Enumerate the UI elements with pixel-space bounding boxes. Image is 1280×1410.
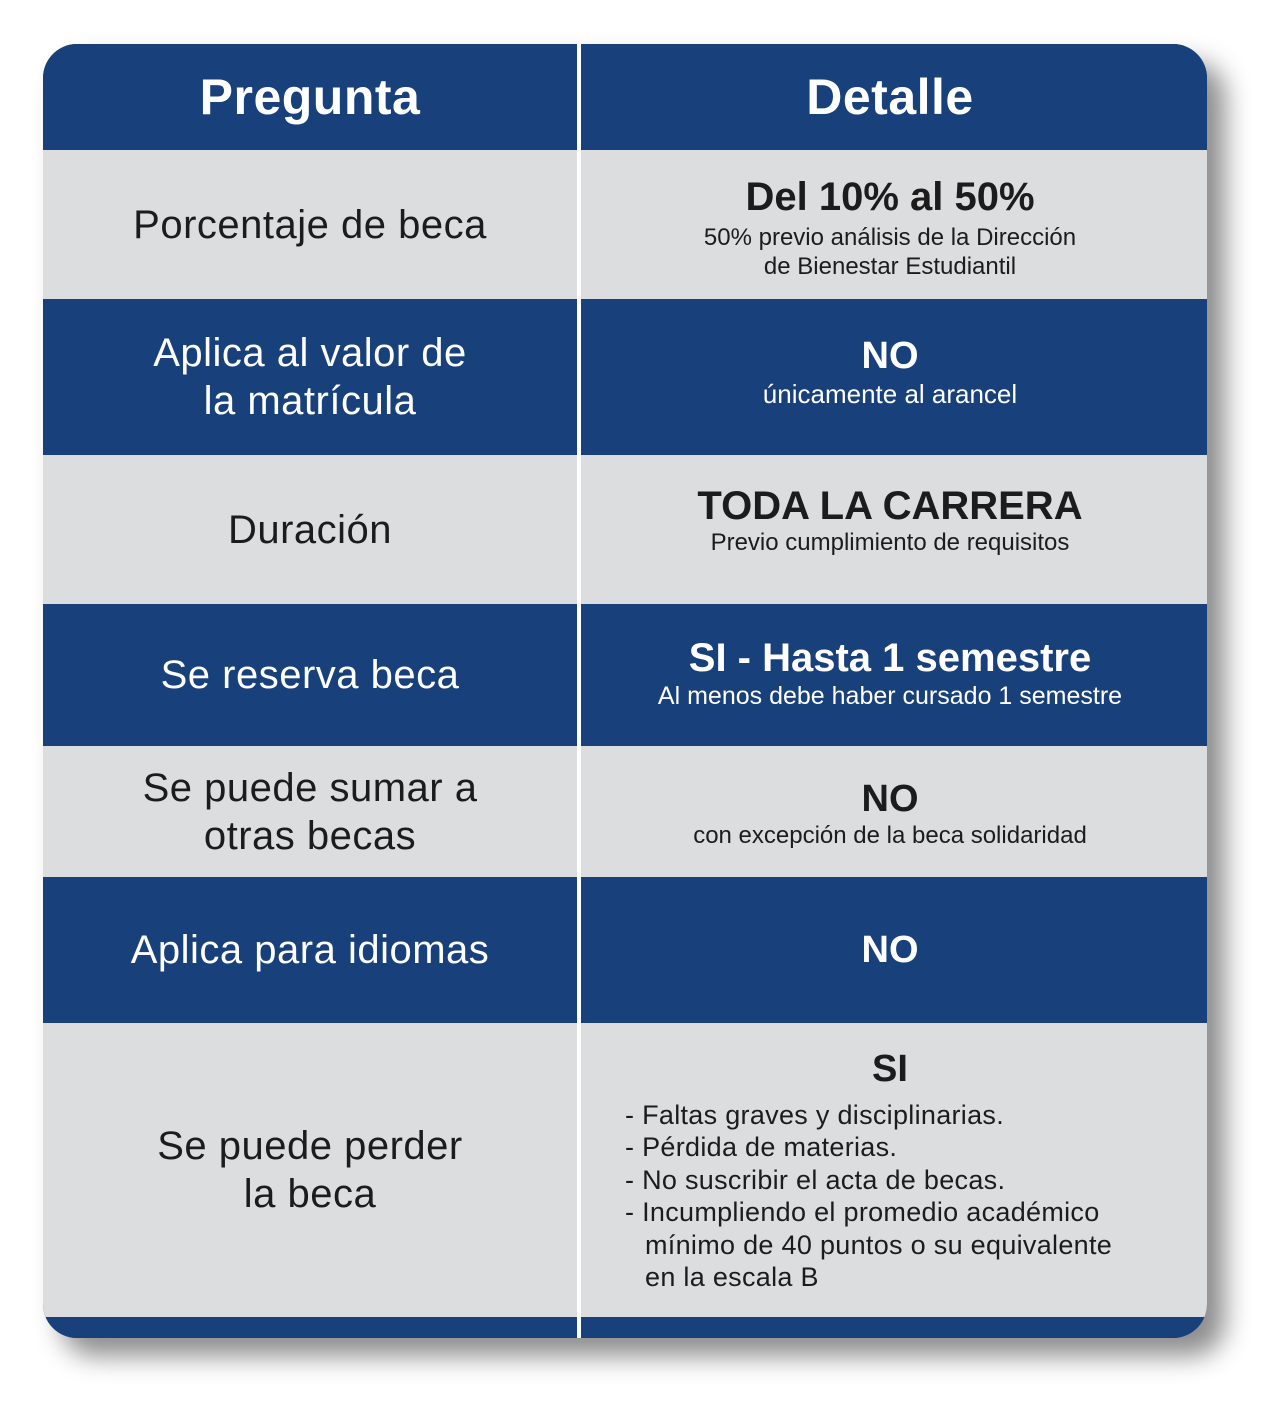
answer-text: Del 10% al 50% — [745, 174, 1035, 219]
note-text: Al menos debe haber cursado 1 semestre — [657, 681, 1123, 710]
question-cell — [43, 604, 577, 746]
answer-text: TODA LA CARRERA — [697, 484, 1083, 528]
table-row — [43, 455, 1207, 604]
table-row — [43, 1023, 1207, 1317]
answer-text: NO — [861, 334, 919, 377]
table-row — [43, 299, 1207, 455]
note-text: únicamente al arancel — [762, 378, 1018, 409]
detail-cell — [577, 746, 1203, 877]
note-text: con excepción de la beca solidaridad — [693, 822, 1087, 849]
scholarship-table — [43, 44, 1207, 1338]
question-text: Porcentaje de beca — [133, 202, 487, 247]
answer-text: SI — [872, 1047, 908, 1090]
answer-text: SI - Hasta 1 semestre — [688, 635, 1092, 680]
table-row — [43, 604, 1207, 746]
detail-cell — [577, 1023, 1203, 1317]
table-footer-band — [43, 1317, 1207, 1338]
question-text: Aplica para idiomas — [130, 928, 490, 972]
list-item: - No suscribir el acta de becas. — [625, 1164, 1006, 1195]
header-cell-detalle — [577, 44, 1203, 150]
detail-cell — [577, 455, 1203, 604]
answer-text: NO — [861, 929, 919, 971]
table-header — [43, 44, 1207, 150]
question-cell — [43, 150, 577, 299]
question-cell — [43, 455, 577, 604]
note-text: 50% previo análisis de la Dirección de Bienestar Estudiantil — [703, 223, 1077, 280]
detail-cell — [577, 877, 1203, 1023]
reasons-list — [625, 1099, 1155, 1294]
question-cell — [43, 746, 577, 877]
table-row — [43, 746, 1207, 877]
question-cell — [43, 877, 577, 1023]
question-text: Duración — [227, 507, 393, 552]
detail-cell — [577, 150, 1203, 299]
detail-cell — [577, 299, 1203, 455]
question-text: Aplica al valor de la matrícula — [153, 331, 467, 423]
answer-text: NO — [861, 778, 919, 820]
list-item: - Faltas graves y disciplinarias. — [625, 1099, 1005, 1130]
note-text: Previo cumplimiento de requisitos — [710, 529, 1070, 556]
list-item: - Pérdida de materias. — [625, 1132, 898, 1162]
table-row — [43, 877, 1207, 1023]
header-label-detalle: Detalle — [806, 69, 974, 125]
header-label-pregunta: Pregunta — [199, 69, 421, 125]
list-item: - Incumpliendo el promedio académico mínimo de 40 puntos o su equivalente en la escala B — [625, 1197, 1113, 1292]
question-text: Se puede perder la beca — [157, 1124, 463, 1216]
question-cell — [43, 299, 577, 455]
header-cell-pregunta — [43, 44, 577, 150]
detail-cell — [577, 604, 1203, 746]
question-cell — [43, 1023, 577, 1317]
column-divider — [577, 44, 581, 1338]
question-text: Se puede sumar a otras becas — [142, 765, 478, 858]
table-row — [43, 150, 1207, 299]
question-text: Se reserva beca — [160, 653, 460, 697]
